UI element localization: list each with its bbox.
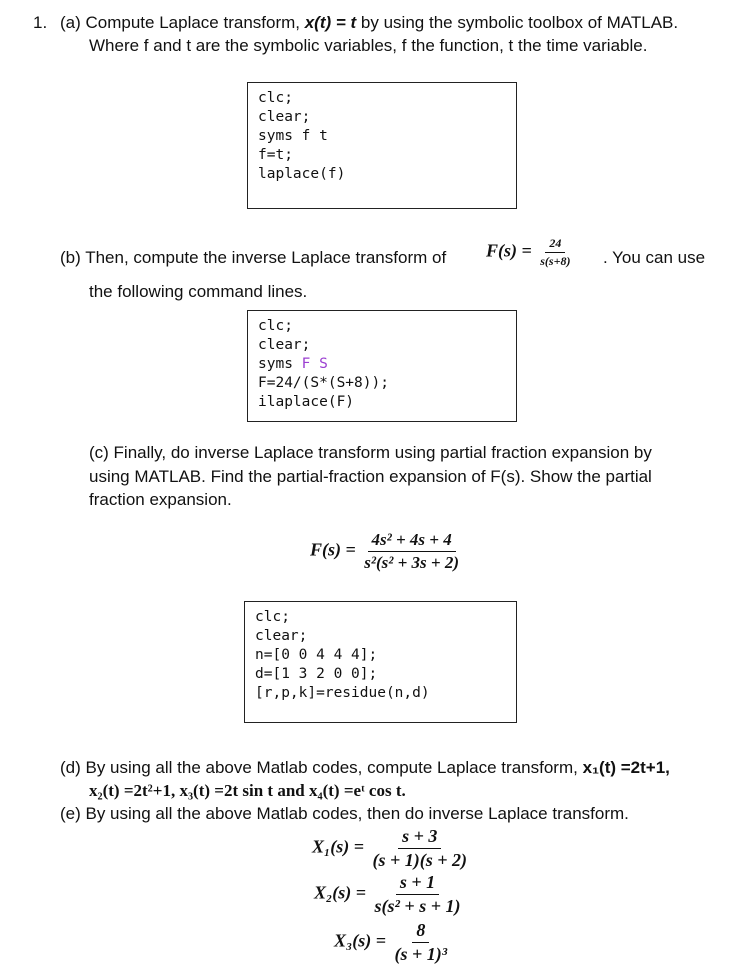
code-symbolic-vars: F S <box>301 356 328 372</box>
fraction-denominator: (s + 1)(s + 2) <box>372 850 468 870</box>
part-d-line-2: x₂(t) =2t²+1, x₃(t) =2t sin t and x₄(t) =eᵗ cos t. <box>89 781 406 800</box>
fraction-numerator: 4s² + 4s + 4 <box>368 530 456 552</box>
code-line <box>258 355 506 374</box>
part-a-line-2: Where f and t are the symbolic variables, f the function, t the time variable. <box>89 36 648 55</box>
part-a-function: x(t) = t <box>304 13 357 32</box>
part-b-suffix: . You can use <box>603 248 706 267</box>
code-line: clc; <box>255 609 290 625</box>
fraction-denominator: (s + 1)³ <box>394 944 448 964</box>
X1-fraction <box>369 826 472 871</box>
part-e-line-1: (e) By using all the above Matlab codes, then do inverse Laplace transform. <box>60 804 629 823</box>
code-box-a <box>247 82 517 209</box>
equation-X1 <box>312 826 471 871</box>
part-b-equation <box>486 236 574 269</box>
part-c-line-3: fraction expansion. <box>89 490 232 509</box>
question-number: 1. <box>33 13 48 32</box>
X3-label: X₃(s) = <box>334 930 387 951</box>
code-line: d=[1 3 2 0 0]; <box>255 666 378 682</box>
code-line: [r,p,k]=residue(n,d) <box>255 685 430 701</box>
part-b-line-2: the following command lines. <box>89 282 308 301</box>
code-line: ilaplace(F) <box>258 394 355 410</box>
fraction-denominator: s²(s² + 3s + 2) <box>364 553 460 572</box>
fraction-numerator: 8 <box>412 920 429 943</box>
X2-label: X₂(s) = <box>314 882 367 903</box>
fraction-numerator: s + 1 <box>396 872 439 895</box>
code-line: clear; <box>255 628 308 644</box>
code-keyword: syms <box>258 356 302 372</box>
part-b-prefix: (b) Then, compute the inverse Laplace transform of <box>60 248 447 267</box>
part-c-fraction <box>360 530 463 573</box>
code-line: F=24/(S*(S+8)); <box>258 375 389 391</box>
part-d-line-1 <box>60 757 670 779</box>
part-d-prefix: (d) By using all the above Matlab codes, compute Laplace transform, <box>60 758 583 777</box>
code-box-b <box>247 310 517 422</box>
part-c-equation <box>310 530 463 573</box>
code-line: laplace(f) <box>258 166 346 182</box>
equation-X3 <box>334 920 451 965</box>
part-c-line-2: using MATLAB. Find the partial-fraction expansion of F(s). Show the partial <box>89 467 652 486</box>
part-c-fs-label: F(s) = <box>310 539 356 560</box>
fraction-denominator: s(s+8) <box>540 254 571 268</box>
equation-X2 <box>314 872 464 917</box>
code-box-c <box>244 601 517 723</box>
part-b-line-1 <box>60 247 446 269</box>
code-line: clc; <box>258 90 293 106</box>
fraction-numerator: 24 <box>545 236 565 253</box>
part-b-fs-label: F(s) = <box>486 240 532 261</box>
code-line: f=t; <box>258 147 293 163</box>
part-c-line-1: (c) Finally, do inverse Laplace transform using partial fraction expansion by <box>89 443 652 462</box>
part-d-x1: x₁(t) =2t+1, <box>582 758 670 777</box>
part-a-suffix: by using the symbolic toolbox of MATLAB. <box>356 13 679 32</box>
X1-label: X₁(s) = <box>312 836 365 857</box>
X3-fraction <box>391 920 452 965</box>
code-line: clc; <box>258 318 293 334</box>
code-line: syms f t <box>258 128 328 144</box>
code-line: n=[0 0 4 4 4]; <box>255 647 378 663</box>
part-b-fraction <box>536 236 574 269</box>
X2-fraction <box>371 872 465 917</box>
code-line: clear; <box>258 109 311 125</box>
fraction-denominator: s(s² + s + 1) <box>374 896 461 916</box>
part-a-prefix: (a) Compute Laplace transform, <box>60 13 305 32</box>
part-a-line-1 <box>60 12 678 34</box>
fraction-numerator: s + 3 <box>398 826 441 849</box>
code-line: clear; <box>258 337 311 353</box>
